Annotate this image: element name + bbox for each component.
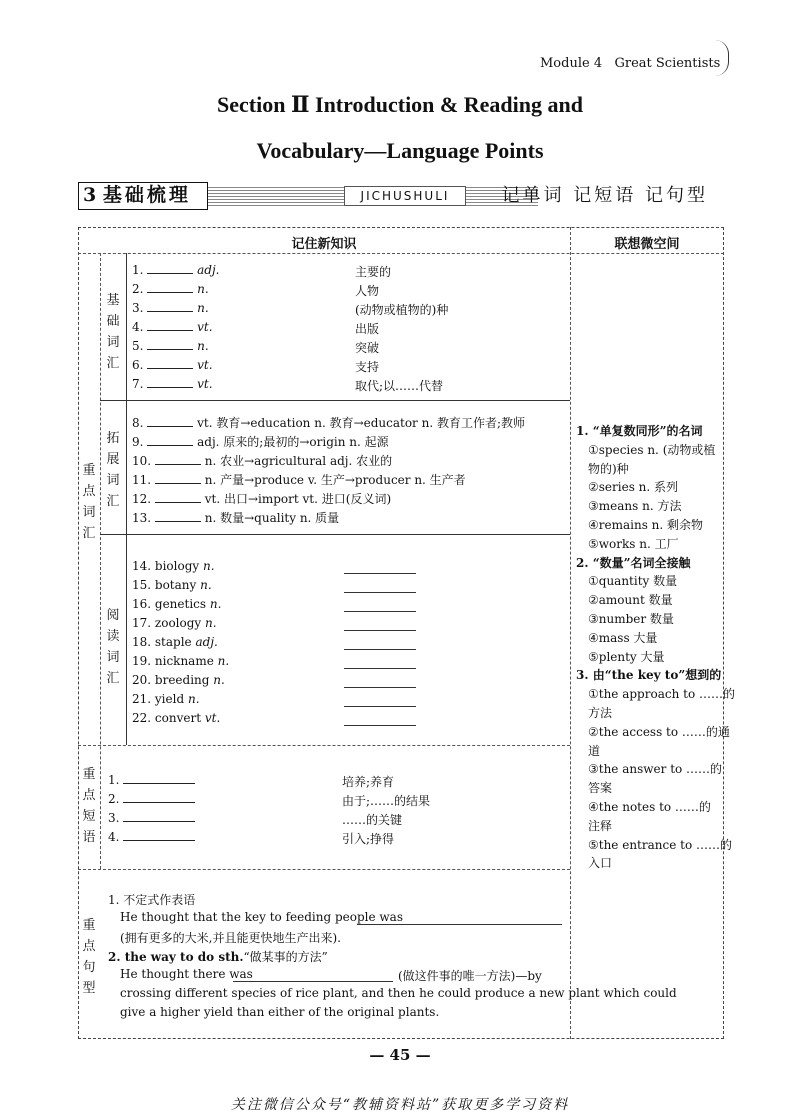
association-item: ③the answer to ……的: [588, 762, 723, 777]
meaning: 突破: [355, 341, 380, 355]
item-number: 3.: [132, 301, 144, 315]
section-title-line2: Vocabulary—Language Points: [256, 138, 544, 163]
answer-blank[interactable]: [344, 706, 416, 707]
part-of-speech: n.: [197, 339, 209, 353]
pattern-2-heading: [108, 948, 328, 965]
list-item: [108, 773, 195, 787]
answer-blank[interactable]: [147, 435, 193, 446]
word: 22. convert: [132, 711, 202, 725]
label-extended-vocab: 拓 展 词 汇: [106, 431, 120, 509]
item-number: 7.: [132, 377, 144, 391]
association-item: ①species n. (动物或植: [588, 442, 716, 457]
association-item: 道: [588, 743, 601, 758]
list-item: [132, 654, 229, 668]
list-item: [132, 320, 213, 334]
part-of-speech: n.: [217, 654, 230, 668]
item-number: 9.: [132, 435, 144, 449]
association-item: ①quantity 数量: [588, 574, 678, 589]
pattern-1-heading: 1. 不定式作表语: [108, 893, 196, 907]
section-banner: [78, 182, 708, 210]
meaning: 人物: [355, 284, 380, 298]
list-item: [132, 559, 215, 573]
part-of-speech: n.: [213, 673, 225, 687]
association-item: ②the access to ……的通: [588, 724, 730, 739]
part-of-speech: vt.: [197, 358, 213, 372]
answer-blank[interactable]: [147, 339, 193, 350]
meaning: 取代;以……代替: [355, 379, 444, 393]
item-text: vt. 出口→import vt. 进口(反义词): [204, 492, 392, 506]
answer-blank[interactable]: [147, 301, 193, 312]
list-item: [132, 635, 218, 649]
answer-blank[interactable]: [155, 492, 201, 503]
list-item: [132, 692, 200, 706]
pattern-1-hint: (拥有更多的大米,并且能更快地生产出来).: [120, 931, 341, 945]
list-item: [132, 339, 209, 353]
word: 18. staple: [132, 635, 192, 649]
answer-blank[interactable]: [344, 687, 416, 688]
association-item: ④mass 大量: [588, 630, 658, 645]
list-item: [132, 673, 225, 687]
association-item: 注释: [588, 818, 613, 833]
association-heading: 1. “单复数同形”的名词: [576, 424, 703, 438]
association-heading: 2. “数量”名词全接触: [576, 555, 691, 570]
association-item: ②series n. 系列: [588, 480, 679, 495]
list-item: [132, 301, 209, 315]
answer-blank[interactable]: [155, 473, 201, 484]
answer-blank[interactable]: [344, 725, 416, 726]
page-number: — 45 —: [369, 1046, 431, 1064]
word: 21. yield: [132, 692, 185, 706]
banner-label-box: [78, 182, 208, 210]
answer-blank[interactable]: [344, 649, 416, 650]
association-item: ③means n. 方法: [588, 499, 682, 514]
banner-number: 3: [83, 184, 97, 206]
item-number: 12.: [132, 492, 152, 506]
answer-blank[interactable]: [344, 573, 416, 574]
list-item: [132, 433, 389, 450]
part-of-speech: n.: [200, 578, 212, 592]
list-item: [108, 830, 195, 844]
banner-pinyin: JICHUSHULI: [344, 186, 466, 206]
item-text: n. 产量→produce v. 生产→producer n. 生产者: [204, 473, 466, 487]
answer-blank[interactable]: [123, 830, 195, 841]
pattern-1-sentence: He thought that the key to feeding people was: [120, 910, 403, 924]
item-number: 2.: [108, 792, 120, 806]
meaning: 由于;……的结果: [342, 794, 431, 808]
list-item: [132, 452, 392, 469]
answer-blank[interactable]: [123, 792, 195, 803]
meaning: 出版: [355, 322, 380, 336]
part-of-speech: adj.: [197, 263, 220, 277]
pattern-2-sentence-start: He thought there was: [120, 967, 253, 981]
word: 14. biology: [132, 559, 200, 573]
list-item: [132, 597, 221, 611]
word: 15. botany: [132, 578, 197, 592]
list-item: [132, 490, 391, 507]
part-of-speech: n.: [197, 301, 209, 315]
association-item: ①the approach to ……的: [588, 687, 735, 702]
item-number: 2.: [132, 282, 144, 296]
part-of-speech: n.: [209, 597, 222, 611]
answer-blank[interactable]: [147, 377, 193, 388]
association-item: 方法: [588, 706, 613, 720]
banner-label: 基础梳理: [102, 184, 191, 206]
answer-blank[interactable]: [155, 511, 201, 522]
answer-blank[interactable]: [155, 454, 201, 465]
answer-blank[interactable]: [147, 263, 193, 274]
group-label-vocab: 重 点 词 汇: [82, 463, 96, 541]
item-text: n. 农业→agricultural adj. 农业的: [204, 454, 393, 468]
list-item: [132, 282, 209, 296]
item-text: n. 数量→quality n. 质量: [204, 511, 340, 525]
answer-blank[interactable]: [357, 924, 562, 925]
meaning: (动物或植物的)种: [355, 303, 449, 317]
part-of-speech: vt.: [197, 320, 213, 334]
association-heading: 3. 由“the key to”想到的: [576, 668, 722, 683]
banner-subtitle: 记单词 记短语 记句型: [501, 185, 708, 206]
list-item: [132, 578, 212, 592]
answer-blank[interactable]: [147, 416, 193, 427]
item-text: vt. 教育→education n. 教育→educator n. 教育工作者;教师: [197, 416, 526, 430]
module-label: Module 4: [540, 56, 603, 71]
topic-label: Great Scientists: [614, 56, 721, 71]
part-of-speech: vt.: [197, 377, 213, 391]
list-item: [132, 263, 219, 277]
word: 20. breeding: [132, 673, 210, 687]
association-item: ⑤plenty 大量: [588, 649, 665, 664]
meaning: 主要的: [355, 265, 392, 279]
section-title-line1: Section Ⅱ Introduction & Reading and: [217, 92, 583, 117]
pattern-2-line2: crossing different species of rice plant, and then he could produce a new plant which could: [120, 986, 677, 1000]
answer-blank[interactable]: [123, 811, 195, 822]
list-item: [108, 792, 195, 806]
list-item: [108, 811, 195, 825]
group-label-sentences: 重 点 句 型: [82, 918, 96, 996]
meaning: ……的关键: [342, 813, 403, 827]
association-item: ②amount 数量: [588, 593, 673, 608]
list-item: [132, 358, 213, 372]
association-item: ⑤works n. 工厂: [588, 536, 679, 551]
association-item: 物的)种: [588, 461, 629, 476]
word: 19. nickname: [132, 654, 214, 668]
col-head-knowledge: 记住新知识: [291, 237, 357, 252]
item-number: 5.: [132, 339, 144, 353]
part-of-speech: n.: [187, 692, 200, 706]
part-of-speech: n.: [205, 616, 217, 630]
item-number: 6.: [132, 358, 144, 372]
meaning: 支持: [355, 360, 380, 374]
meaning: 培养;养育: [342, 775, 395, 789]
label-reading-vocab: 阅 读 词 汇: [106, 608, 120, 686]
answer-blank[interactable]: [344, 592, 416, 593]
answer-blank[interactable]: [147, 358, 193, 369]
item-number: 8.: [132, 416, 144, 430]
item-number: 11.: [132, 473, 152, 487]
item-number: 4.: [132, 320, 144, 334]
answer-blank[interactable]: [344, 668, 416, 669]
item-number: 1.: [108, 773, 120, 787]
part-of-speech: adj.: [195, 635, 218, 649]
group-label-phrases: 重 点 短 语: [82, 767, 96, 845]
association-item: 入口: [588, 856, 613, 871]
answer-blank[interactable]: [233, 981, 393, 982]
list-item: [132, 414, 525, 431]
item-number: 1.: [132, 263, 144, 277]
pattern-2-hint: (做这件事的唯一方法)—by: [398, 969, 542, 983]
meaning: 引入;挣得: [342, 832, 395, 846]
answer-blank[interactable]: [344, 630, 416, 631]
pattern-2-keyword: 2. the way to do sth.: [108, 950, 244, 964]
pattern-2-meaning: “做某事的方法”: [243, 950, 328, 964]
answer-blank[interactable]: [344, 611, 416, 612]
word: 17. zoology: [132, 616, 202, 630]
col-head-association: 联想微空间: [614, 237, 680, 252]
association-item: ④remains n. 剩余物: [588, 518, 704, 532]
footer-note: 关注微信公众号“教辅资料站”获取更多学习资料: [230, 1097, 570, 1113]
item-number: 10.: [132, 454, 152, 468]
running-header: [540, 56, 720, 71]
part-of-speech: n.: [203, 559, 215, 573]
item-number: 13.: [132, 511, 152, 525]
association-item: ③number 数量: [588, 612, 674, 626]
list-item: [132, 377, 213, 391]
header-bracket-decoration: [714, 40, 729, 76]
answer-blank[interactable]: [147, 320, 193, 331]
association-item: ④the notes to ……的: [588, 800, 711, 814]
list-item: [132, 509, 339, 526]
item-number: 4.: [108, 830, 120, 844]
list-item: [132, 616, 217, 630]
word: 16. genetics: [132, 597, 207, 611]
item-text: adj. 原来的;最初的→origin n. 起源: [197, 435, 389, 449]
list-item: [132, 471, 466, 488]
association-item: ⑤the entrance to ……的: [588, 837, 732, 852]
item-number: 3.: [108, 811, 120, 825]
list-item: [132, 711, 220, 725]
label-basic-vocab: 基 础 词 汇: [106, 293, 120, 371]
answer-blank[interactable]: [123, 773, 195, 784]
pattern-2-line3: give a higher yield than either of the original plants.: [120, 1005, 440, 1019]
part-of-speech: n.: [197, 282, 209, 296]
association-item: 答案: [588, 781, 613, 796]
answer-blank[interactable]: [147, 282, 193, 293]
part-of-speech: vt.: [204, 711, 221, 725]
